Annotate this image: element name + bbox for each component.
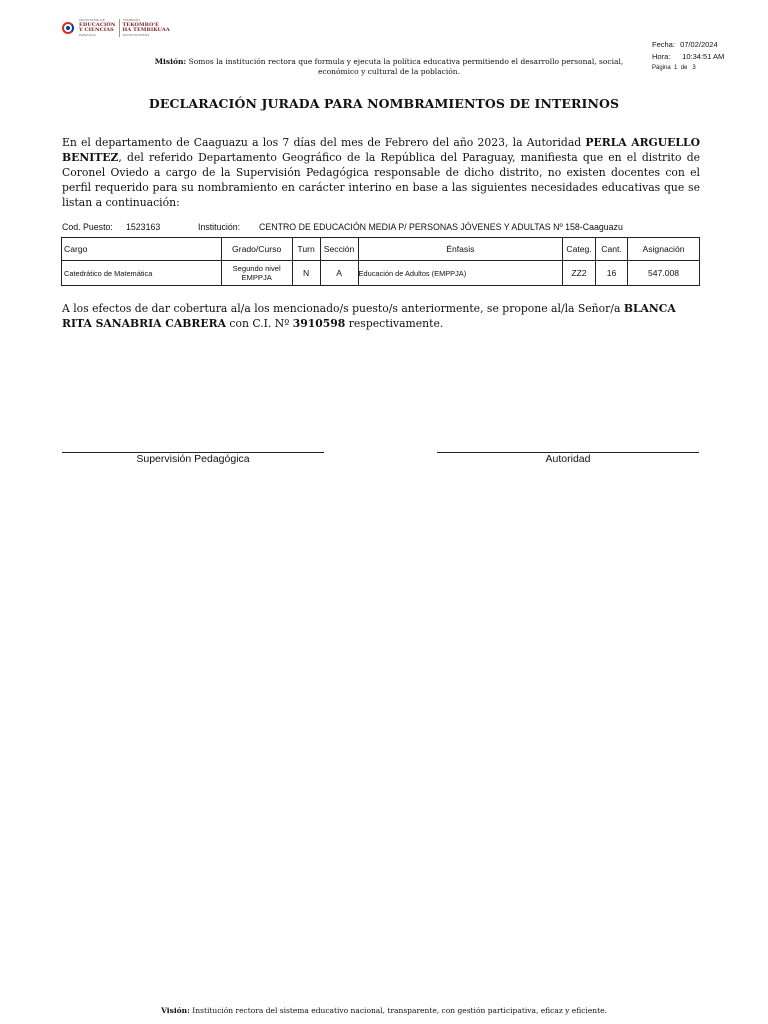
intro-text-1: En el departamento de Caaguazu a los 7 días del mes de Febrero del año 2023, la Autoridad <box>62 136 586 149</box>
puesto-row <box>62 222 702 232</box>
header-asignacion: Asignación <box>628 238 700 261</box>
logo-text-spanish <box>79 18 116 38</box>
signature-label-supervision: Supervisión Pedagógica <box>136 453 250 465</box>
header-grado: Grado/Curso <box>221 238 292 261</box>
table-header-row <box>62 238 700 261</box>
mision-text: Somos la institución rectora que formula y ejecuta la política educativa permitiendo el desarrollo personal, social, económico y cultural de la población. <box>188 57 624 76</box>
ministry-logo <box>62 17 172 39</box>
fecha-row <box>652 39 724 51</box>
cod-puesto-label: Cod. Puesto: <box>62 222 113 232</box>
logo-small-line-gn2: MOTENONDEHA <box>122 33 150 37</box>
logo-divider <box>119 19 120 37</box>
hora-row <box>652 51 724 63</box>
vision-statement <box>0 1006 768 1015</box>
mision-statement <box>135 57 643 77</box>
institucion-value: CENTRO DE EDUCACIÓN MEDIA P/ PERSONAS JÓVENES Y ADULTAS Nº 158-Caaguazu <box>259 222 623 232</box>
cell-cargo: Catedrático de Matemática <box>62 261 222 286</box>
cell-enfasis: Educación de Adultos (EMPPJA) <box>358 261 563 286</box>
necesidades-table <box>61 237 700 286</box>
cell-grado: Segundo nivel EMPPJA <box>221 261 292 286</box>
header-enfasis: Énfasis <box>358 238 563 261</box>
document-title: DECLARACIÓN JURADA PARA NOMBRAMIENTOS DE INTERINOS <box>148 96 620 111</box>
propuesta-paragraph <box>62 301 700 331</box>
header-categ: Categ. <box>563 238 596 261</box>
header-cant: Cant. <box>596 238 628 261</box>
logo-small-line-country: PARAGUAY <box>79 33 97 37</box>
hora-label: Hora: <box>652 52 671 61</box>
fecha-value: 07/02/2024 <box>680 40 718 49</box>
logo-small-line: MINISTERIO DE <box>79 18 105 22</box>
vision-label: Visión: <box>161 1006 190 1015</box>
mision-label: Misión: <box>154 57 187 66</box>
header-turn: Turn <box>292 238 320 261</box>
cell-cant: 16 <box>596 261 628 286</box>
cell-turn: N <box>292 261 320 286</box>
header-cargo: Cargo <box>62 238 222 261</box>
vision-text: Institución rectora del sistema educativo nacional, transparente, con gestión participativa, eficaz y eficiente. <box>192 1006 607 1015</box>
propuesto-nombre: BLANCA RITA SANABRIA CABRERA <box>62 302 676 330</box>
logo-line-tekombo: TEKOMBO'E <box>122 22 160 28</box>
autoridad-name: PERLA ARGUELLO BENITEZ <box>62 136 700 164</box>
logo-line-tembikuaa: HA TEMBIKUAA <box>122 27 170 33</box>
propuesta-text-1: A los efectos de dar cobertura al/a los mencionado/s puesto/s anteriormente, se propone al/la Señor/a <box>62 302 624 315</box>
document-meta <box>652 39 724 74</box>
logo-line-ciencias: Y CIENCIAS <box>79 27 114 33</box>
fecha-label: Fecha: <box>652 40 675 49</box>
pagina-label: Página <box>652 65 671 71</box>
institucion-label: Institución: <box>198 222 241 232</box>
cell-categ: ZZ2 <box>563 261 596 286</box>
intro-paragraph <box>62 135 700 210</box>
propuesto-ci: 3910598 <box>292 317 346 330</box>
cell-asignacion: 547.008 <box>628 261 700 286</box>
logo-text-guarani <box>123 18 170 38</box>
coat-of-arms-icon <box>62 21 76 35</box>
logo-small-line-gn: TEMBIAPO <box>122 18 140 22</box>
hora-value: 10:34:51 AM <box>682 52 725 61</box>
table-row <box>62 261 700 286</box>
header-seccion: Sección <box>320 238 358 261</box>
logo-line-educacion: EDUCACIÓN <box>79 22 116 28</box>
cod-puesto-value: 1523163 <box>126 222 161 232</box>
de-label: de <box>680 65 688 71</box>
intro-text-2: , del referido Departamento Geográfico de la República del Paraguay, manifiesta que en el distrito de Coronel Oviedo a cargo de la Supervisión Pedagógica responsable de dicho distrito, no existen docentes con el perfil requerido para su nombramiento en carácter interino en base a las siguientes necesidades educativas que se listan a continuación: <box>62 151 700 209</box>
cell-seccion: A <box>320 261 358 286</box>
signature-label-autoridad: Autoridad <box>545 453 591 465</box>
pagina-total: 3 <box>692 65 696 71</box>
pagina-value: 1 <box>674 65 678 71</box>
propuesta-text-3: respectivamente. <box>345 317 444 330</box>
propuesta-text-2: con C.I. Nº <box>225 317 293 330</box>
pagina-row <box>652 63 724 74</box>
